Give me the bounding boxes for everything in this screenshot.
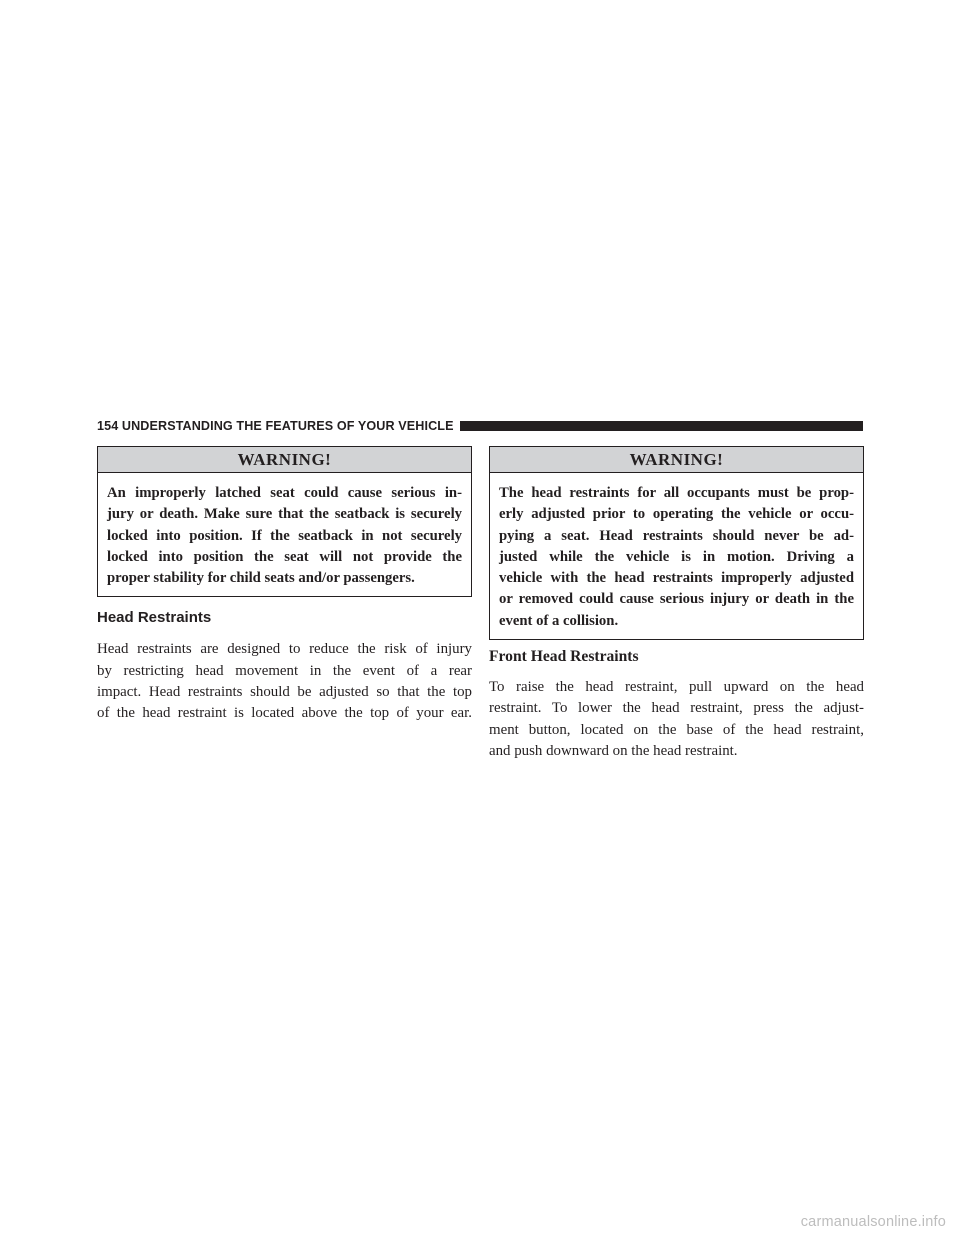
- left-column: [97, 446, 472, 725]
- warning-line: jury or death. Make sure that the seatback is securely: [107, 506, 462, 523]
- right-column: [489, 446, 864, 762]
- warning-line: justed while the vehicle is in motion. Driving a: [499, 548, 854, 565]
- paragraph-line: restraint. To lower the head restraint, press the adjust-: [489, 700, 864, 717]
- warning-line: An improperly latched seat could cause serious in-: [107, 485, 462, 501]
- warning-line: event of a collision.: [499, 612, 619, 629]
- paragraph-line: Head restraints are designed to reduce the risk of injury: [97, 641, 472, 658]
- watermark-text: carmanualsonline.info: [800, 1214, 946, 1230]
- warning-line: pying a seat. Head restraints should never be ad-: [499, 527, 854, 544]
- seat-latch-warning-box: [97, 446, 472, 597]
- section-heading-head-restraints: Head Restraints: [97, 609, 212, 627]
- head-restraints-paragraph: [97, 639, 472, 724]
- section-heading-front-head-restraints: Front Head Restraints: [489, 648, 639, 666]
- paragraph-line: by restricting head movement in the event of a rear: [97, 662, 472, 679]
- warning-title: WARNING!: [490, 447, 863, 473]
- warning-line: locked into position the seat will not provide the: [107, 548, 462, 565]
- paragraph-line: and push downward on the head restraint.: [489, 742, 738, 759]
- warning-line: proper stability for child seats and/or passengers.: [107, 570, 415, 587]
- warning-line: or removed could cause serious injury or death in the: [499, 591, 854, 608]
- warning-body: [98, 473, 471, 596]
- page-header: [97, 417, 863, 435]
- paragraph-line: impact. Head restraints should be adjusted so that the top: [97, 684, 472, 701]
- header-rule: [460, 421, 863, 431]
- warning-line: The head restraints for all occupants must be prop-: [499, 485, 854, 501]
- warning-line: locked into position. If the seatback in not securely: [107, 527, 462, 544]
- page-header-text: 154 UNDERSTANDING THE FEATURES OF YOUR VEHICLE: [97, 419, 454, 433]
- warning-line: vehicle with the head restraints improperly adjusted: [499, 570, 854, 587]
- paragraph-line: To raise the head restraint, pull upward on the head: [489, 679, 864, 696]
- head-restraint-warning-box: [489, 446, 864, 640]
- warning-line: erly adjusted prior to operating the vehicle or occu-: [499, 506, 854, 523]
- warning-body: [490, 473, 863, 639]
- front-head-restraints-paragraph: [489, 677, 864, 762]
- paragraph-line: ment button, located on the base of the head restraint,: [489, 721, 864, 738]
- warning-title: WARNING!: [98, 447, 471, 473]
- paragraph-line: of the head restraint is located above the top of your ear.: [97, 705, 472, 722]
